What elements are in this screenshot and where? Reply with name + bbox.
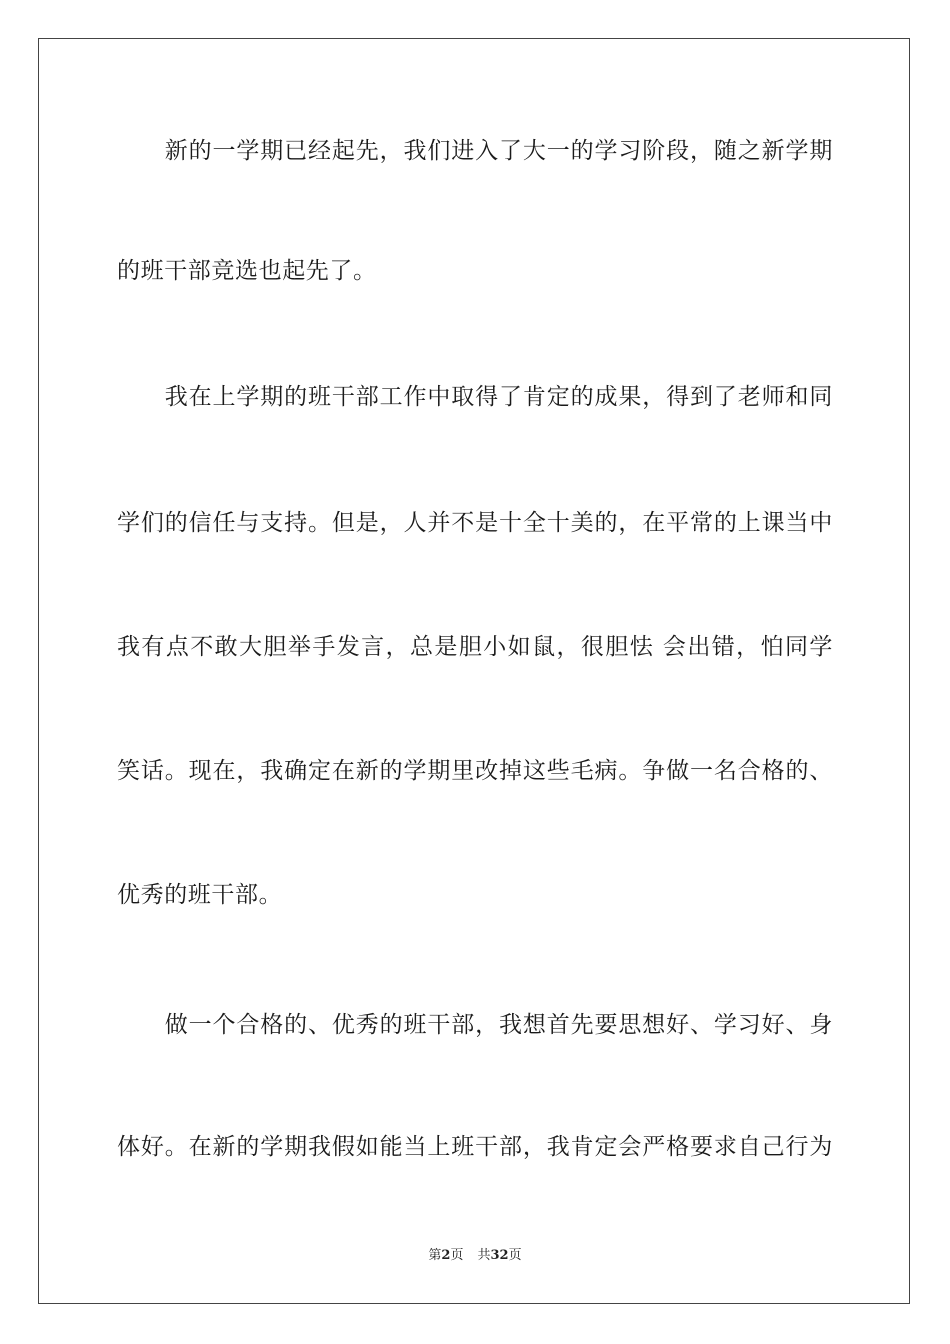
total-label-suffix: 页 xyxy=(508,1248,522,1263)
page-footer xyxy=(0,1248,950,1264)
text-line: 新的一学期已经起先，我们进入了大一的学习阶段，随之新学期 xyxy=(117,138,833,164)
total-pages: 32 xyxy=(490,1248,509,1263)
page-label-suffix: 页 xyxy=(450,1248,464,1263)
total-label-prefix: 共 xyxy=(477,1248,491,1263)
text-line: 优秀的班干部。 xyxy=(117,882,283,908)
page-number: 2 xyxy=(441,1248,451,1263)
page-label-prefix: 第 xyxy=(428,1248,442,1263)
text-line: 的班干部竞选也起先了。 xyxy=(117,258,377,284)
page-border xyxy=(38,38,910,1304)
text-line: 做一个合格的、优秀的班干部，我想首先要思想好、学习好、身 xyxy=(117,1012,833,1038)
text-line: 笑话。现在，我确定在新的学期里改掉这些毛病。争做一名合格的、 xyxy=(117,758,833,784)
text-line: 体好。在新的学期我假如能当上班干部，我肯定会严格要求自己行为 xyxy=(117,1134,833,1160)
text-line: 学们的信任与支持。但是，人并不是十全十美的，在平常的上课当中 xyxy=(117,510,833,536)
text-line: 我在上学期的班干部工作中取得了肯定的成果，得到了老师和同 xyxy=(117,384,833,410)
text-line: 我有点不敢大胆举手发言，总是胆小如鼠，很胆怯 会出错，怕同学 xyxy=(117,634,833,660)
